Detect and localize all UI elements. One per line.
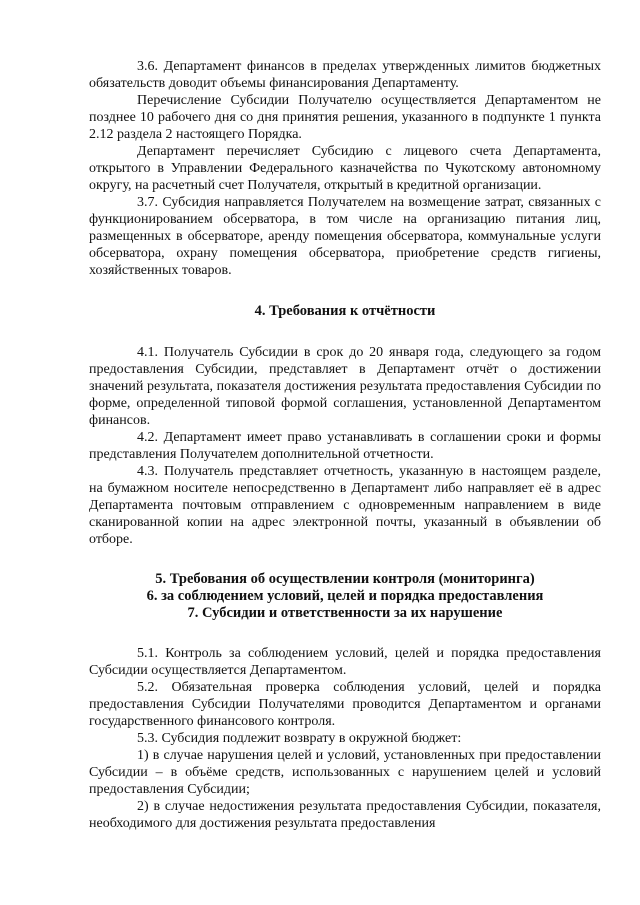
paragraph-4-2: 4.2. Департамент имеет право устанавливать в соглашении сроки и формы представления Получателем дополнительной отчетности.	[89, 430, 601, 462]
paragraph-4-3: 4.3. Получатель представляет отчетность, указанную в настоящем разделе, на бумажном носителе непосредственно в Департамент либо направляет её в адрес Департамента почтовым отправлением с одновременным направлением в виде сканированной копии на адрес электронной почты, указанный в объявлении об отборе.	[89, 464, 601, 547]
paragraph-3-6-transfer-account: Департамент перечисляет Субсидию с лицевого счета Департамента, открытого в Управлении Федерального казначейства по Чукотскому автономному округу, на расчетный счет Получателя, открытый в кредитной организации.	[89, 144, 601, 193]
section-5-heading-line-1: 5. Требования об осуществлении контроля (мониторинга)	[155, 571, 535, 587]
paragraph-5-3-item-1: 1) в случае нарушения целей и условий, установленных при предоставлении Субсидии – в объёме средств, использованных с нарушением целей и условий предоставления Субсидии;	[89, 748, 601, 797]
paragraph-3-7: 3.7. Субсидия направляется Получателем на возмещение затрат, связанных с функционированием обсерватора, в том числе на организацию питания лиц, размещенных в обсерваторе, аренду помещения обсерватора, коммунальные услуги обсерватора, охрану помещения обсерватора, приобретение средств гигиены, хозяйственных товаров.	[89, 195, 601, 278]
document-page	[89, 58, 601, 832]
paragraph-3-6-transfer-deadline: Перечисление Субсидии Получателю осуществляется Департаментом не позднее 10 рабочего дня со дня принятия решения, указанного в подпункте 1 пункта 2.12 раздела 2 настоящего Порядка.	[89, 93, 601, 142]
paragraph-5-3: 5.3. Субсидия подлежит возврату в окружной бюджет:	[137, 731, 462, 746]
paragraph-5-1: 5.1. Контроль за соблюдением условий, целей и порядка предоставления Субсидии осуществляется Департаментом.	[89, 646, 601, 678]
paragraph-3-6: 3.6. Департамент финансов в пределах утвержденных лимитов бюджетных обязательств доводит объемы финансирования Департаменту.	[89, 59, 601, 91]
paragraph-4-1: 4.1. Получатель Субсидии в срок до 20 января года, следующего за годом предоставления Субсидии, представляет в Департамент отчёт о достижении значений результата, показателя достижения результата предоставления Субсидии по форме, определенной типовой формой соглашения, установленной Департаментом финансов.	[89, 345, 601, 428]
section-4-heading: 4. Требования к отчётности	[254, 303, 436, 319]
paragraph-5-2: 5.2. Обязательная проверка соблюдения условий, целей и порядка предоставления Субсидии Получателями проводится Департаментом и органами государственного финансового контроля.	[89, 680, 601, 729]
section-5-heading-line-2: 6. за соблюдением условий, целей и порядка предоставления	[146, 588, 544, 604]
paragraph-5-3-item-2: 2) в случае недостижения результата предоставления Субсидии, показателя, необходимого для достижения результата предоставления	[89, 799, 601, 831]
section-5-heading-line-3: 7. Субсидии и ответственности за их нарушение	[187, 605, 503, 621]
